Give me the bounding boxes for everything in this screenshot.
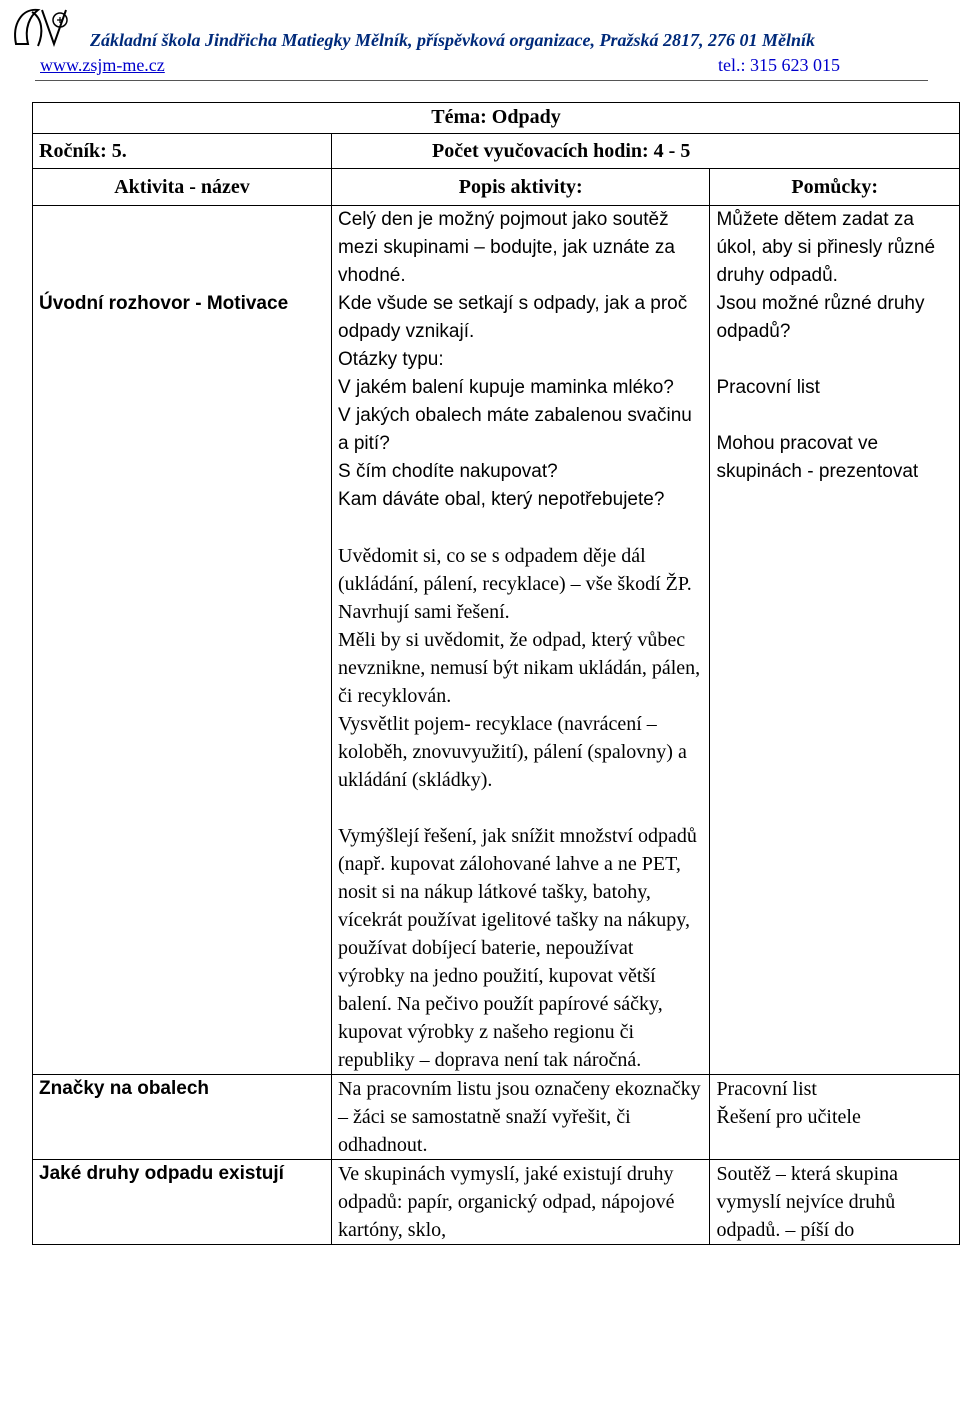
column-header-activity: Aktivita - název (33, 169, 332, 206)
grade-label: Ročník: 5. (33, 134, 332, 169)
school-name: Základní škola Jindřicha Matiegky Mělník, příspěvková organizace, Pražská 2817, 276 01 Mělník (90, 30, 816, 50)
column-header-aids: Pomůcky: (710, 169, 960, 206)
phone-number: tel.: 315 623 015 (718, 55, 840, 75)
lesson-table (32, 102, 960, 1245)
topic-title: Téma: Odpady (33, 103, 960, 134)
activity-name: Jaké druhy odpadu existují (33, 1160, 332, 1245)
activity-description: Na pracovním listu jsou označeny ekoznačky – žáci se samostatně snaží vyřešit, či odhadnout. (332, 1075, 710, 1160)
activity-description: Ve skupinách vymyslí, jaké existují druhy odpadů: papír, organický odpad, nápojové kartóny, sklo, (332, 1160, 710, 1245)
school-logo-icon (8, 4, 78, 54)
hours-label: Počet vyučovacích hodin: 4 - 5 (332, 134, 960, 169)
website-link[interactable]: www.zsjm-me.cz (40, 55, 165, 75)
activity-aids: Můžete dětem zadat za úkol, aby si přinesly různé druhy odpadů. Jsou možné různé druhy odpadů? Pracovní list Mohou pracovat ve skupinách - prezentovat (710, 206, 960, 1075)
activity-aids: Soutěž – která skupina vymyslí nejvíce druhů odpadů. – píší do (710, 1160, 960, 1245)
column-header-description: Popis aktivity: (332, 169, 710, 206)
activity-aids: Pracovní list Řešení pro učitele (710, 1075, 960, 1160)
header-divider (35, 80, 928, 81)
table-row (33, 1160, 960, 1245)
activity-description: Celý den je možný pojmout jako soutěž mezi skupinami – bodujte, jak uznáte za vhodné. Kde všude se setkají s odpady, jak a proč odpady vznikají. Otázky typu: V jakém balení kupuje maminka mléko? V jakých obalech máte zabalenou svačinu a pití? S čím chodíte nakupovat? Kam dáváte obal, který nepotřebujete? Uvědomit si, co se s odpadem děje dál (ukládání, pálení, recyklace) – vše škodí ŽP. Navrhují sami řešení. Měli by si uvědomit, že odpad, který vůbec nevznikne, nemusí být nikam ukládán, pálen, či recyklován. Vysvětlit pojem- recyklace (navrácení – koloběh, znovuvyužití), pálení (spalovny) a ukládání (skládky). Vymýšlejí řešení, jak snížit množství odpadů (např. kupovat zálohované lahve a ne PET, nosit si na nákup látkové tašky, batohy, vícekrát používat igelitové tašky na nákupy, používat dobíjecí baterie, nepoužívat výrobky na jedno použití, kupovat větší balení. Na pečivo použít papírové sáčky, kupovat výrobky z našeho regionu či republiky – doprava není tak náročná. (332, 206, 710, 1075)
table-row (33, 206, 960, 1075)
table-row (33, 1075, 960, 1160)
activity-name: Značky na obalech (33, 1075, 332, 1160)
page-header (0, 0, 960, 90)
activity-name: Úvodní rozhovor - Motivace (33, 206, 332, 1075)
